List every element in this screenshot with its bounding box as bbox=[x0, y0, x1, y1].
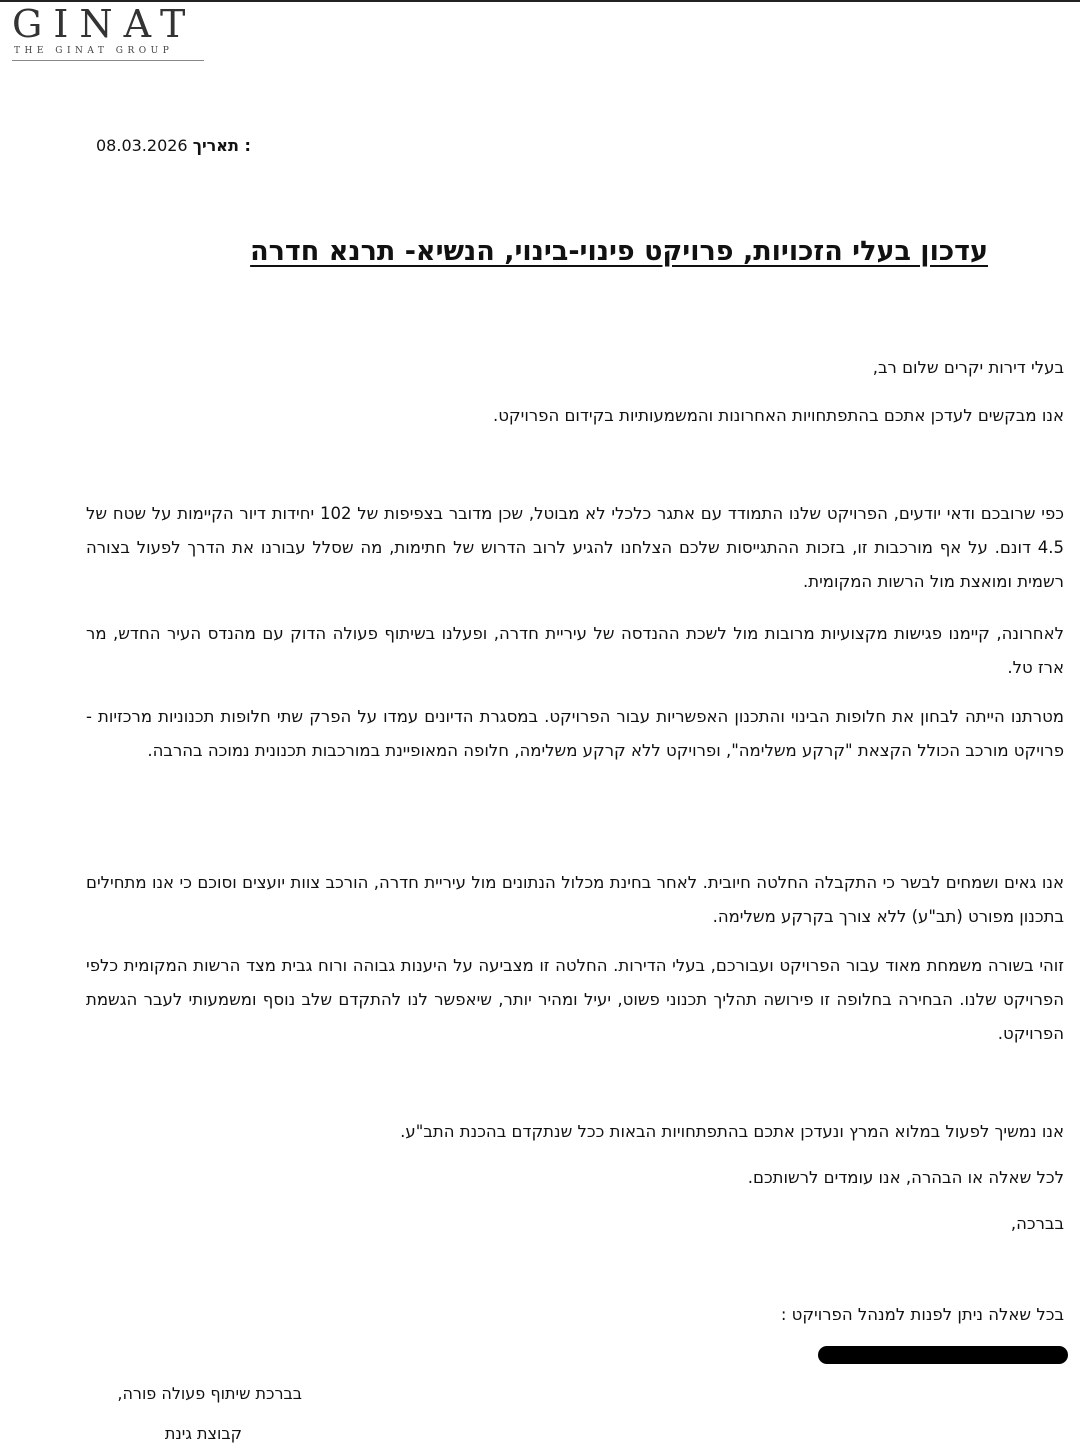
letter-date bbox=[96, 136, 251, 155]
logo-wordmark: GINAT bbox=[12, 2, 197, 46]
paragraph-decision: אנו גאים ושמחים לבשר כי התקבלה החלטה חיובית. לאחר בחינת מכלול הנתונים מול עיריית חדרה, הורכב צוות יועצים וסוכם כי אנו מתחילים בתכנון מפורט (תב"ע) ללא צורך בקרקע משלימה. bbox=[86, 873, 1064, 926]
continue-line: אנו נמשיך לפעול במלוא המרץ ונעדכן אתכם בהתפתחויות הבאות ככל שנתקדם בהכנת התב"ע. bbox=[400, 1122, 1064, 1141]
paragraph-alternatives: מטרתנו הייתה לבחון את חלופות הבינוי והתכנון האפשריות עבור הפרויקט. במסגרת הדיונים עמדו על הפרק שתי חלופות תכנוניות מרכזיות - פרויקט מורכב הכולל הקצאת "קרקע משלימה", ופרויקט ללא קרקע משלימה, חלופה המאופיינת במורכבות תכנונית נמוכה בהרבה. bbox=[86, 707, 1064, 760]
questions-line: לכל שאלה או הבהרה, אנו עומדים לרשותכם. bbox=[747, 1168, 1064, 1187]
blessing-line: בברכה, bbox=[1010, 1214, 1064, 1233]
paragraph-density: כפי שרובכם ודאי יודעים, הפרויקט שלנו התמודד עם אתגר כלכלי לא מבוטל, שכן מדובר בצפיפות של 102 יחידות דיור הקיימות על שטח של 4.5 דונם. על אף מורכבות זו, בזכות ההתגייסות שלכם הצלחנו להגיע לרוב הדרוש של חתימות, מה שסלל עבורנו את הדרך לפעול בצורה רשמית ומואצת מול הרשות המקומית. bbox=[86, 504, 1064, 591]
redaction-bar bbox=[818, 1346, 1068, 1364]
paragraph-good-news: זוהי בשורה משמחת מאוד עבור הפרויקט ועבורכם, בעלי הדירות. החלטה זו מצביעה על היענות גבוהה ורוח גבית מצד הרשות המקומית כלפי הפרויקט שלנו. הבחירה בחלופה זו פירושה תהליך תכנוני פשוט, יעיל ומהיר יותר, שיאפשר לנו להתקדם שלב נוסף ומשמעותי לעבר הגשמת הפרויקט. bbox=[86, 956, 1064, 1043]
signature-regards: בברכת שיתוף פעולה פורה, bbox=[117, 1384, 302, 1403]
intro-paragraph: אנו מבקשים לעדכן אתכם בהתפתחויות האחרונות והמשמעותיות בקידום הפרויקט. bbox=[492, 406, 1064, 425]
ginat-logo bbox=[12, 4, 212, 61]
date-label: תאריך : bbox=[192, 136, 251, 155]
logo-underline bbox=[12, 60, 204, 61]
signature-company: קבוצת גינת bbox=[164, 1424, 242, 1443]
greeting: בעלי דירות יקרים שלום רב, bbox=[872, 358, 1064, 377]
contact-line: בכל שאלה ניתן לפנות למנהל הפרויקט : bbox=[780, 1305, 1064, 1324]
paragraph-meetings: לאחרונה, קיימנו פגישות מקצועיות מרובות מול לשכת ההנדסה של עיריית חדרה, ופעלנו בשיתוף פעולה הדוק עם מהנדס העיר החדש, מר ארז טל. bbox=[86, 624, 1064, 677]
letter-title: עדכון בעלי הזכויות, פרויקט פינוי-בינוי, הנשיא- תרנא חדרה bbox=[250, 236, 988, 267]
date-value: 08.03.2026 bbox=[96, 136, 188, 155]
logo-subtitle: THE GINAT GROUP bbox=[14, 46, 174, 56]
